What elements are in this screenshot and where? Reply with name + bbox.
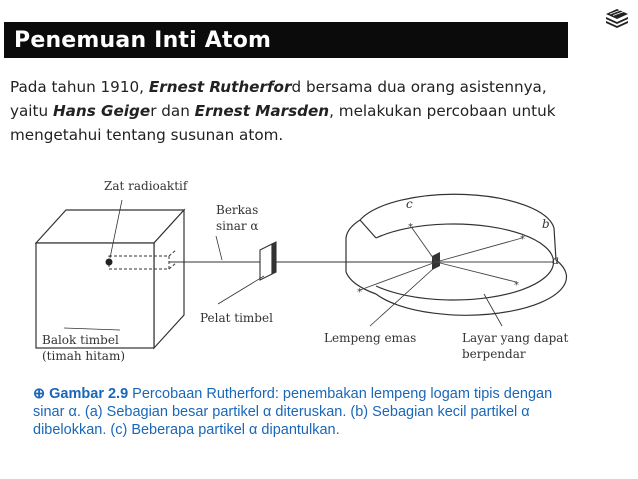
para-text: d bersama dua orang asistennya, yaitu — [10, 78, 547, 120]
scintillation-points — [357, 222, 525, 298]
lead-block — [36, 210, 184, 348]
label-c: c — [406, 197, 413, 211]
rutherford-experiment-diagram — [24, 168, 584, 383]
marsden-name: Ernest Marsden — [194, 102, 330, 120]
svg-text:*: * — [514, 280, 519, 291]
label-balok-timbel: Balok timbel — [42, 333, 119, 347]
intro-paragraph — [10, 75, 570, 147]
svg-text:*: * — [520, 234, 525, 245]
caption-text: Percobaan Rutherford: penembakan lempeng logam tipis dengan sinar α. (a) Sebagian besar partikel α diteruskan. (b) Sebagian kecil partikel α dibelokkan. (c) Beberapa partikel α dipantulkan. — [33, 386, 553, 438]
label-layar: Layar yang dapat — [462, 331, 569, 345]
svg-text:*: * — [357, 287, 362, 298]
label-pelat-timbel: Pelat timbel — [200, 311, 273, 325]
radioactive-source — [106, 259, 113, 266]
label-zat-radioaktif: Zat radioaktif — [104, 179, 188, 193]
label-timah-hitam: (timah hitam) — [42, 349, 126, 363]
svg-text:*: * — [408, 222, 413, 233]
para-text: r dan — [150, 102, 195, 120]
para-text: Pada tahun 1910, — [10, 78, 149, 96]
label-b: b — [542, 217, 550, 231]
lead-plate — [260, 242, 276, 280]
fluorescent-screen — [346, 194, 566, 315]
figure-icon: ⊕ — [33, 386, 46, 402]
caption-head: Gambar 2.9 — [49, 386, 129, 402]
label-lempeng-emas: Lempeng emas — [324, 331, 417, 345]
label-berkas: Berkas — [216, 203, 259, 217]
label-a: a — [552, 253, 560, 267]
logo-icon — [604, 6, 630, 28]
slide-title: Penemuan Inti Atom — [14, 28, 272, 53]
geiger-name: Hans Geige — [52, 102, 151, 120]
label-sinar-alpha: sinar α — [216, 219, 259, 233]
para-text: , melakukan percobaan untuk mengetahui tentang susunan atom. — [10, 102, 556, 144]
label-berpendar: berpendar — [462, 347, 526, 361]
figure-caption — [33, 385, 573, 439]
rutherford-name: Ernest Rutherfor — [148, 78, 292, 96]
